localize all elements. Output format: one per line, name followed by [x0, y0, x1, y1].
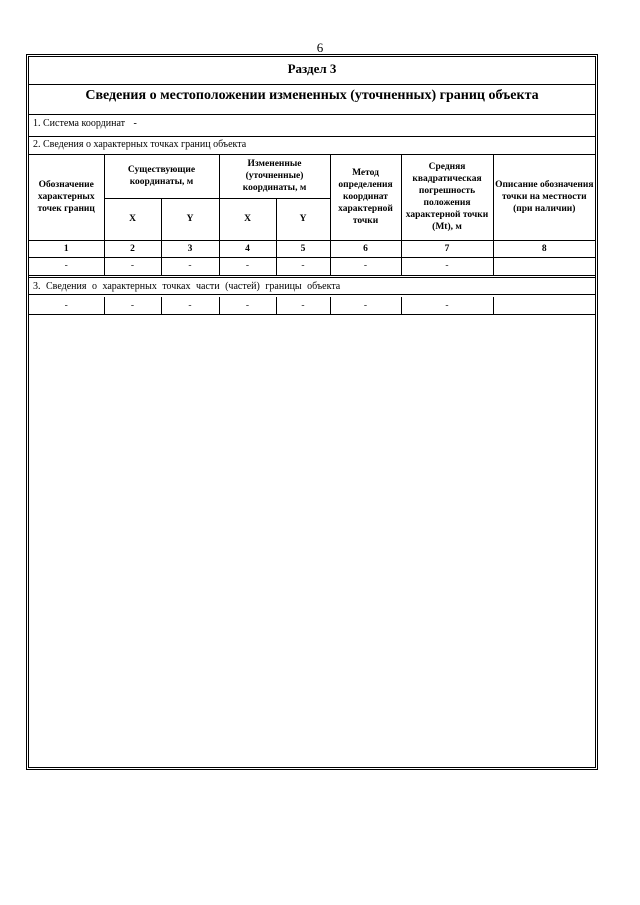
header-existing-y: Y [161, 198, 219, 240]
header-designation: Обозначение характерных точек границ [29, 155, 104, 240]
column-number: 2 [104, 240, 161, 257]
header-existing-x: X [104, 198, 161, 240]
header-existing-coords: Существующие координаты, м [104, 155, 219, 198]
table-cell: - [276, 297, 330, 315]
part-points-table [29, 297, 595, 315]
table-cell: - [330, 297, 401, 315]
main-heading: Сведения о местоположении измененных (уточненных) границ объекта [29, 85, 595, 115]
part-points-caption-row [29, 277, 595, 295]
coordinate-system-value: - [133, 118, 137, 129]
table-cell: - [330, 257, 401, 275]
header-method: Метод определения координат характерной точки [330, 155, 401, 240]
table-row [29, 257, 595, 275]
header-changed-y: Y [276, 198, 330, 240]
column-number: 3 [161, 240, 219, 257]
table-cell: - [29, 297, 104, 315]
table-cell: - [401, 297, 493, 315]
table-cell [493, 257, 595, 275]
coordinate-system-label: 1. Система координат [33, 118, 126, 129]
part-points-caption: 3. Сведения о характерных точках части (частей) границы объекта [33, 281, 341, 292]
table-cell: - [401, 257, 493, 275]
characteristic-points-table [29, 155, 595, 276]
table-cell: - [161, 297, 219, 315]
table-cell: - [219, 257, 276, 275]
page-number: 6 [316, 40, 324, 55]
table-cell: - [29, 257, 104, 275]
header-mean-error: Средняя квадратическая погрешность положения характерной точки (Mt), м [401, 155, 493, 240]
column-number: 7 [401, 240, 493, 257]
table-cell: - [104, 297, 161, 315]
table-cell: - [219, 297, 276, 315]
column-number: 4 [219, 240, 276, 257]
table-cell: - [104, 257, 161, 275]
header-description: Описание обозначения точки на местности (при наличии) [493, 155, 595, 240]
table-cell: - [161, 257, 219, 275]
header-changed-coords: Измененные (уточненные) координаты, м [219, 155, 330, 198]
table-cell [493, 297, 595, 315]
header-changed-x: X [219, 198, 276, 240]
section-title: Раздел 3 [29, 57, 595, 85]
document-frame [28, 56, 596, 768]
column-number-row [29, 240, 595, 257]
table-cell: - [276, 257, 330, 275]
table-row [29, 297, 595, 315]
column-number: 5 [276, 240, 330, 257]
coordinate-system-row [29, 115, 595, 137]
column-number: 1 [29, 240, 104, 257]
column-number: 8 [493, 240, 595, 257]
characteristic-points-caption: 2. Сведения о характерных точках границ объекта [29, 137, 595, 155]
column-number: 6 [330, 240, 401, 257]
